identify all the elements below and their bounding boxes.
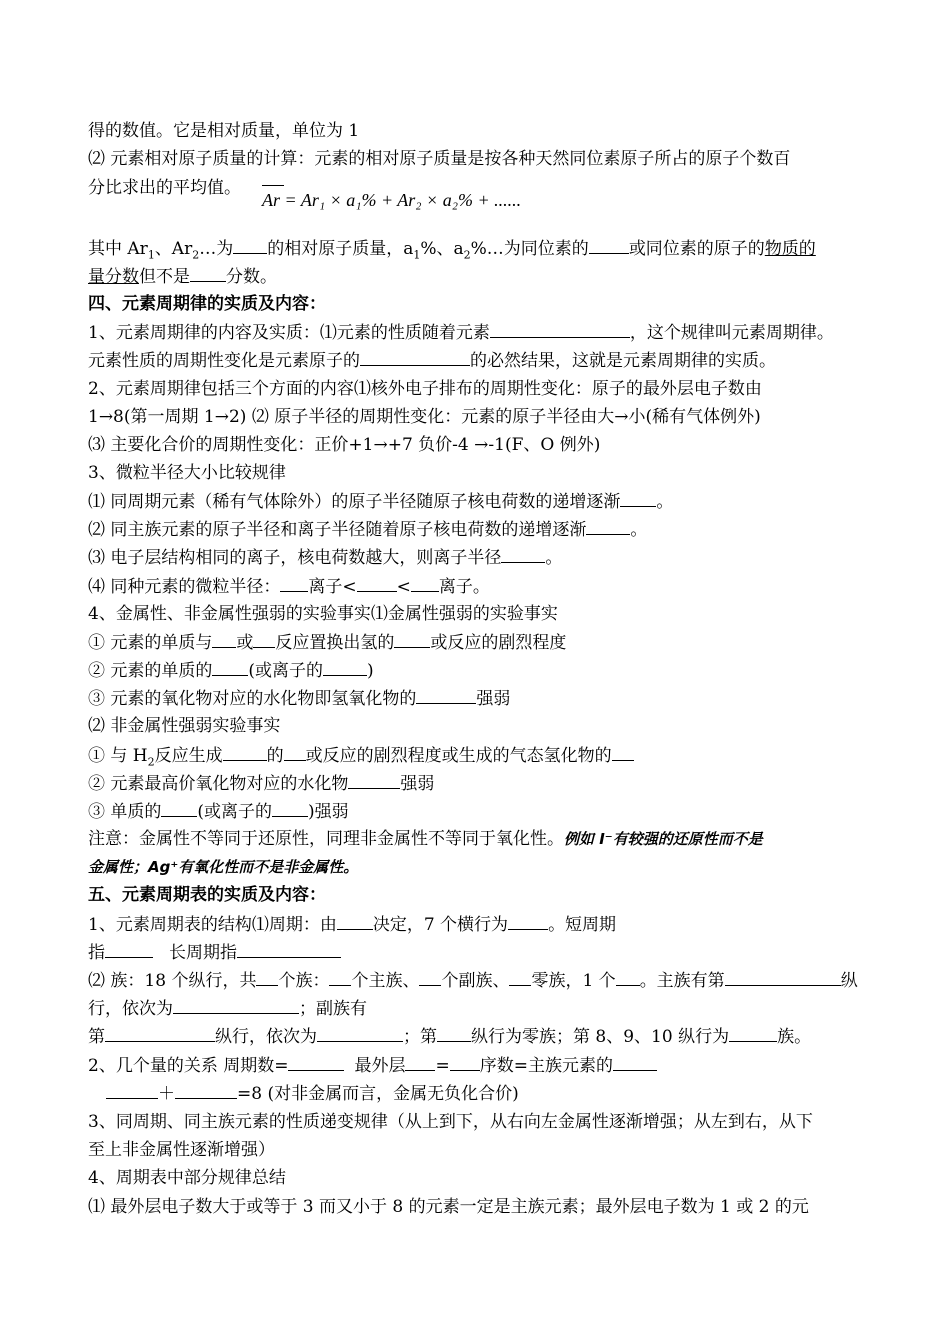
text: 或 <box>236 633 254 653</box>
text: ③ 元素的氧化物对应的水化物即氢氧化物的 <box>88 689 417 709</box>
text-line <box>88 827 763 851</box>
text: 个族： <box>278 971 330 991</box>
text-line <box>88 940 341 965</box>
text: ② 元素最高价氧化物对应的水化物 <box>88 774 349 794</box>
fill-blank[interactable] <box>405 1053 435 1071</box>
fill-blank[interactable] <box>613 1053 657 1071</box>
fill-blank[interactable] <box>437 1024 471 1042</box>
text-line <box>88 348 776 373</box>
average-mass-formula <box>262 190 521 211</box>
text: 的必然结果，这就是元素周期律的实质。 <box>470 351 776 371</box>
fill-blank[interactable] <box>411 574 439 592</box>
text: 1、元素周期表的结构⑴周期：由 <box>88 915 337 935</box>
text-line <box>88 1166 286 1190</box>
text: 2、元素周期律包括三个方面的内容⑴核外电子排布的周期性变化：原子的最外层电子数由 <box>88 379 762 399</box>
text-line <box>88 996 367 1021</box>
text: 纵行，依次为 <box>215 1027 317 1047</box>
text: 最外层 <box>354 1056 406 1076</box>
text: ，这个规律叫元素周期律。 <box>629 323 834 343</box>
text: 决定，7 个横行为 <box>372 915 509 935</box>
fill-blank[interactable] <box>616 968 640 986</box>
fill-blank[interactable] <box>323 658 367 676</box>
text: 指 <box>88 943 105 963</box>
text-line <box>88 405 761 429</box>
text: 。 <box>630 520 648 540</box>
text-line <box>88 630 566 655</box>
text: ① 与 H <box>88 746 148 766</box>
fill-blank[interactable] <box>212 630 236 648</box>
subscript: 1 <box>413 248 421 262</box>
text: ① 元素的单质与 <box>88 633 213 653</box>
fill-blank[interactable] <box>190 264 226 282</box>
text: 4、金属性、非金属性强弱的实验事实⑴金属性强弱的实验事实 <box>88 604 558 624</box>
text: 序数=主族元素的 <box>479 1056 613 1076</box>
fill-blank[interactable] <box>284 743 306 761</box>
text: ② 元素的单质的 <box>88 661 213 681</box>
text: 的相对原子质量，a <box>267 239 414 259</box>
fill-blank[interactable] <box>589 236 629 254</box>
text: %、a <box>420 239 464 259</box>
text-line <box>88 264 277 289</box>
fill-blank[interactable] <box>280 574 308 592</box>
text: 纵行为零族；第 8、9、10 纵行为 <box>471 1027 730 1047</box>
fill-blank[interactable] <box>105 940 153 958</box>
fill-blank[interactable] <box>360 348 470 366</box>
text: )强弱 <box>308 802 349 822</box>
text: ⑴ 最外层电子数大于或等于 3 而又小于 8 的元素一定是主族元素；最外层电子数为 1 或 2 的元 <box>88 1197 809 1217</box>
text-line <box>88 602 558 626</box>
text-line <box>88 119 359 143</box>
fill-blank[interactable] <box>317 1024 403 1042</box>
text-line <box>88 1110 813 1134</box>
text: 注意：金属性不等同于还原性，同理非金属性不等同于氧化性。 <box>88 829 564 849</box>
text-line <box>88 517 647 542</box>
fill-blank[interactable] <box>337 912 373 930</box>
text-line <box>88 1053 657 1078</box>
fill-blank[interactable] <box>509 968 531 986</box>
text: ③ 单质的 <box>88 802 162 822</box>
fill-blank[interactable] <box>357 574 397 592</box>
text: 1、元素周期律的内容及实质：⑴元素的性质随着元素 <box>88 323 490 343</box>
text-line <box>88 771 434 796</box>
text-line <box>88 686 510 711</box>
overline-mark <box>262 185 284 186</box>
text: 3、同周期、同主族元素的性质递变规律（从上到下，从右向左金属性逐渐增强；从左到右，从下 <box>88 1112 813 1132</box>
text: ) <box>367 661 374 681</box>
fill-blank[interactable] <box>105 1024 215 1042</box>
text: ⑶ 电子层结构相同的离子，核电荷数越大，则离子半径 <box>88 548 502 568</box>
text: 1→8(第一周期 1→2) ⑵ 原子半径的周期性变化：元素的原子半径由大→小(稀有气体例外) <box>88 407 761 427</box>
text: 或同位素的原子的 <box>628 239 765 259</box>
text: 第 <box>88 1027 105 1047</box>
text-line <box>88 236 816 267</box>
subscript: 2 <box>192 248 200 262</box>
text: ⑵ 元素相对原子质量的计算：元素的相对原子质量是按各种天然同位素原子所占的原子个数百 <box>88 149 791 169</box>
fill-blank[interactable] <box>288 1053 344 1071</box>
heading-text: 五、元素周期表的实质及内容： <box>88 885 326 905</box>
fill-blank[interactable] <box>620 489 656 507</box>
text-line <box>88 1024 811 1049</box>
text-line <box>88 574 490 599</box>
text: 个主族、 <box>351 971 420 991</box>
text: =8 (对非金属而言，金属无负化合价) <box>237 1084 519 1104</box>
subscript: 2 <box>147 755 155 769</box>
fill-blank[interactable] <box>256 968 278 986</box>
fill-blank[interactable] <box>416 686 476 704</box>
text: 3、微粒半径大小比较规律 <box>88 463 286 483</box>
fill-blank[interactable] <box>106 1081 158 1099</box>
fill-blank[interactable] <box>329 968 351 986</box>
text: ⑵ 族：18 个纵行，共 <box>88 971 257 991</box>
fill-blank[interactable] <box>253 630 275 648</box>
text-line <box>88 968 858 993</box>
text-line <box>88 1138 275 1162</box>
handwritten-note: 例如 I⁻有较强的还原性而不是 <box>564 830 763 848</box>
text-line <box>88 1195 809 1219</box>
text: 。主族有第 <box>639 971 725 991</box>
text-line <box>88 714 280 738</box>
fill-blank[interactable] <box>175 1081 237 1099</box>
text: 行，依次为 <box>88 999 173 1019</box>
fill-blank[interactable] <box>508 912 548 930</box>
text: ⑶ 主要化合价的周期性变化：正价+1→+7 负价-4 →-1(F、O 例外) <box>88 435 601 455</box>
formula-text: Ar = Ar₁ × a₁% + Ar₂ × a₂% + ...... <box>262 190 522 210</box>
text-line <box>106 1081 519 1106</box>
text: 离子。 <box>438 577 490 597</box>
fill-blank[interactable] <box>586 517 630 535</box>
text: 的 <box>266 746 284 766</box>
text: %…为同位素的 <box>470 239 589 259</box>
text: 离子< <box>308 577 357 597</box>
heading-text: 四、元素周期律的实质及内容： <box>88 294 326 314</box>
fill-blank[interactable] <box>223 743 267 761</box>
fill-blank[interactable] <box>729 1024 777 1042</box>
text: 至上非金属性逐渐增强） <box>88 1140 275 1160</box>
text: 2、几个量的关系 周期数= <box>88 1056 289 1076</box>
text: (或离子的 <box>197 802 273 822</box>
subscript: 2 <box>463 248 471 262</box>
text: 、Ar <box>154 239 193 259</box>
fill-blank[interactable] <box>348 771 400 789</box>
text: ⑴ 同周期元素（稀有气体除外）的原子半径随原子核电荷数的递增逐渐 <box>88 492 621 512</box>
text: …为 <box>199 239 234 259</box>
fill-blank[interactable] <box>233 236 267 254</box>
text-line <box>88 489 673 514</box>
text: 元素性质的周期性变化是元素原子的 <box>88 351 360 371</box>
text: 或反应的剧烈程度 <box>430 633 567 653</box>
fill-blank[interactable] <box>394 630 430 648</box>
section-heading <box>88 883 326 907</box>
text: ⑵ 同主族元素的原子半径和离子半径随着原子核电荷数的递增逐渐 <box>88 520 587 540</box>
fill-blank[interactable] <box>490 320 630 338</box>
text: 纵 <box>840 971 858 991</box>
text: 强弱 <box>476 689 511 709</box>
underlined-text: 物质的 <box>764 239 816 259</box>
text: ＋ <box>158 1084 175 1104</box>
text: 或反应的剧烈程度或生成的气态氢化物的 <box>305 746 612 766</box>
text: (或离子的 <box>248 661 324 681</box>
fill-blank[interactable] <box>161 799 197 817</box>
fill-blank[interactable] <box>725 968 841 986</box>
text: 得的数值。它是相对质量，单位为 1 <box>88 121 360 141</box>
text: ⑷ 同种元素的微粒半径： <box>88 577 281 597</box>
fill-blank[interactable] <box>237 940 341 958</box>
text-line <box>88 147 790 171</box>
fill-blank[interactable] <box>212 658 248 676</box>
text: 长周期指 <box>169 943 237 963</box>
fill-blank[interactable] <box>173 996 299 1014</box>
text-line <box>88 912 616 937</box>
text: 。 <box>545 548 563 568</box>
fill-blank[interactable] <box>272 799 308 817</box>
text: 分比求出的平均值。 <box>88 178 241 198</box>
text-line <box>88 461 286 485</box>
text: 其中 Ar <box>88 239 148 259</box>
text-line <box>88 176 241 200</box>
subscript: 1 <box>147 248 155 262</box>
fill-blank[interactable] <box>450 1053 480 1071</box>
text: 强弱 <box>400 774 435 794</box>
text-line <box>88 377 762 401</box>
handwritten-note: 金属性；Ag⁺有氧化性而不是非金属性。 <box>88 858 359 876</box>
text-line <box>88 545 562 570</box>
fill-blank[interactable] <box>612 743 634 761</box>
text-line <box>88 743 634 774</box>
text: ；副族有 <box>299 999 367 1019</box>
text: = <box>435 1056 450 1076</box>
text: 反应生成 <box>154 746 223 766</box>
text: 但不是 <box>139 267 190 287</box>
fill-blank[interactable] <box>501 545 545 563</box>
handwritten-note-line <box>88 855 358 879</box>
text: 零族，1 个 <box>531 971 616 991</box>
text-line <box>88 320 834 345</box>
text: ⑵ 非金属性强弱实验事实 <box>88 716 281 736</box>
text-line <box>88 799 349 824</box>
text: 分数。 <box>226 267 277 287</box>
text: 族。 <box>777 1027 812 1047</box>
text: 反应置换出氢的 <box>275 633 395 653</box>
text: 4、周期表中部分规律总结 <box>88 1168 286 1188</box>
text: 。短周期 <box>548 915 617 935</box>
fill-blank[interactable] <box>419 968 441 986</box>
text-line <box>88 433 600 457</box>
text: ；第 <box>403 1027 437 1047</box>
underlined-text: 量分数 <box>88 267 139 287</box>
text-line <box>88 658 374 683</box>
section-heading <box>88 292 326 316</box>
text: 个副族、 <box>441 971 510 991</box>
text: < <box>396 577 411 597</box>
text: 。 <box>656 492 674 512</box>
